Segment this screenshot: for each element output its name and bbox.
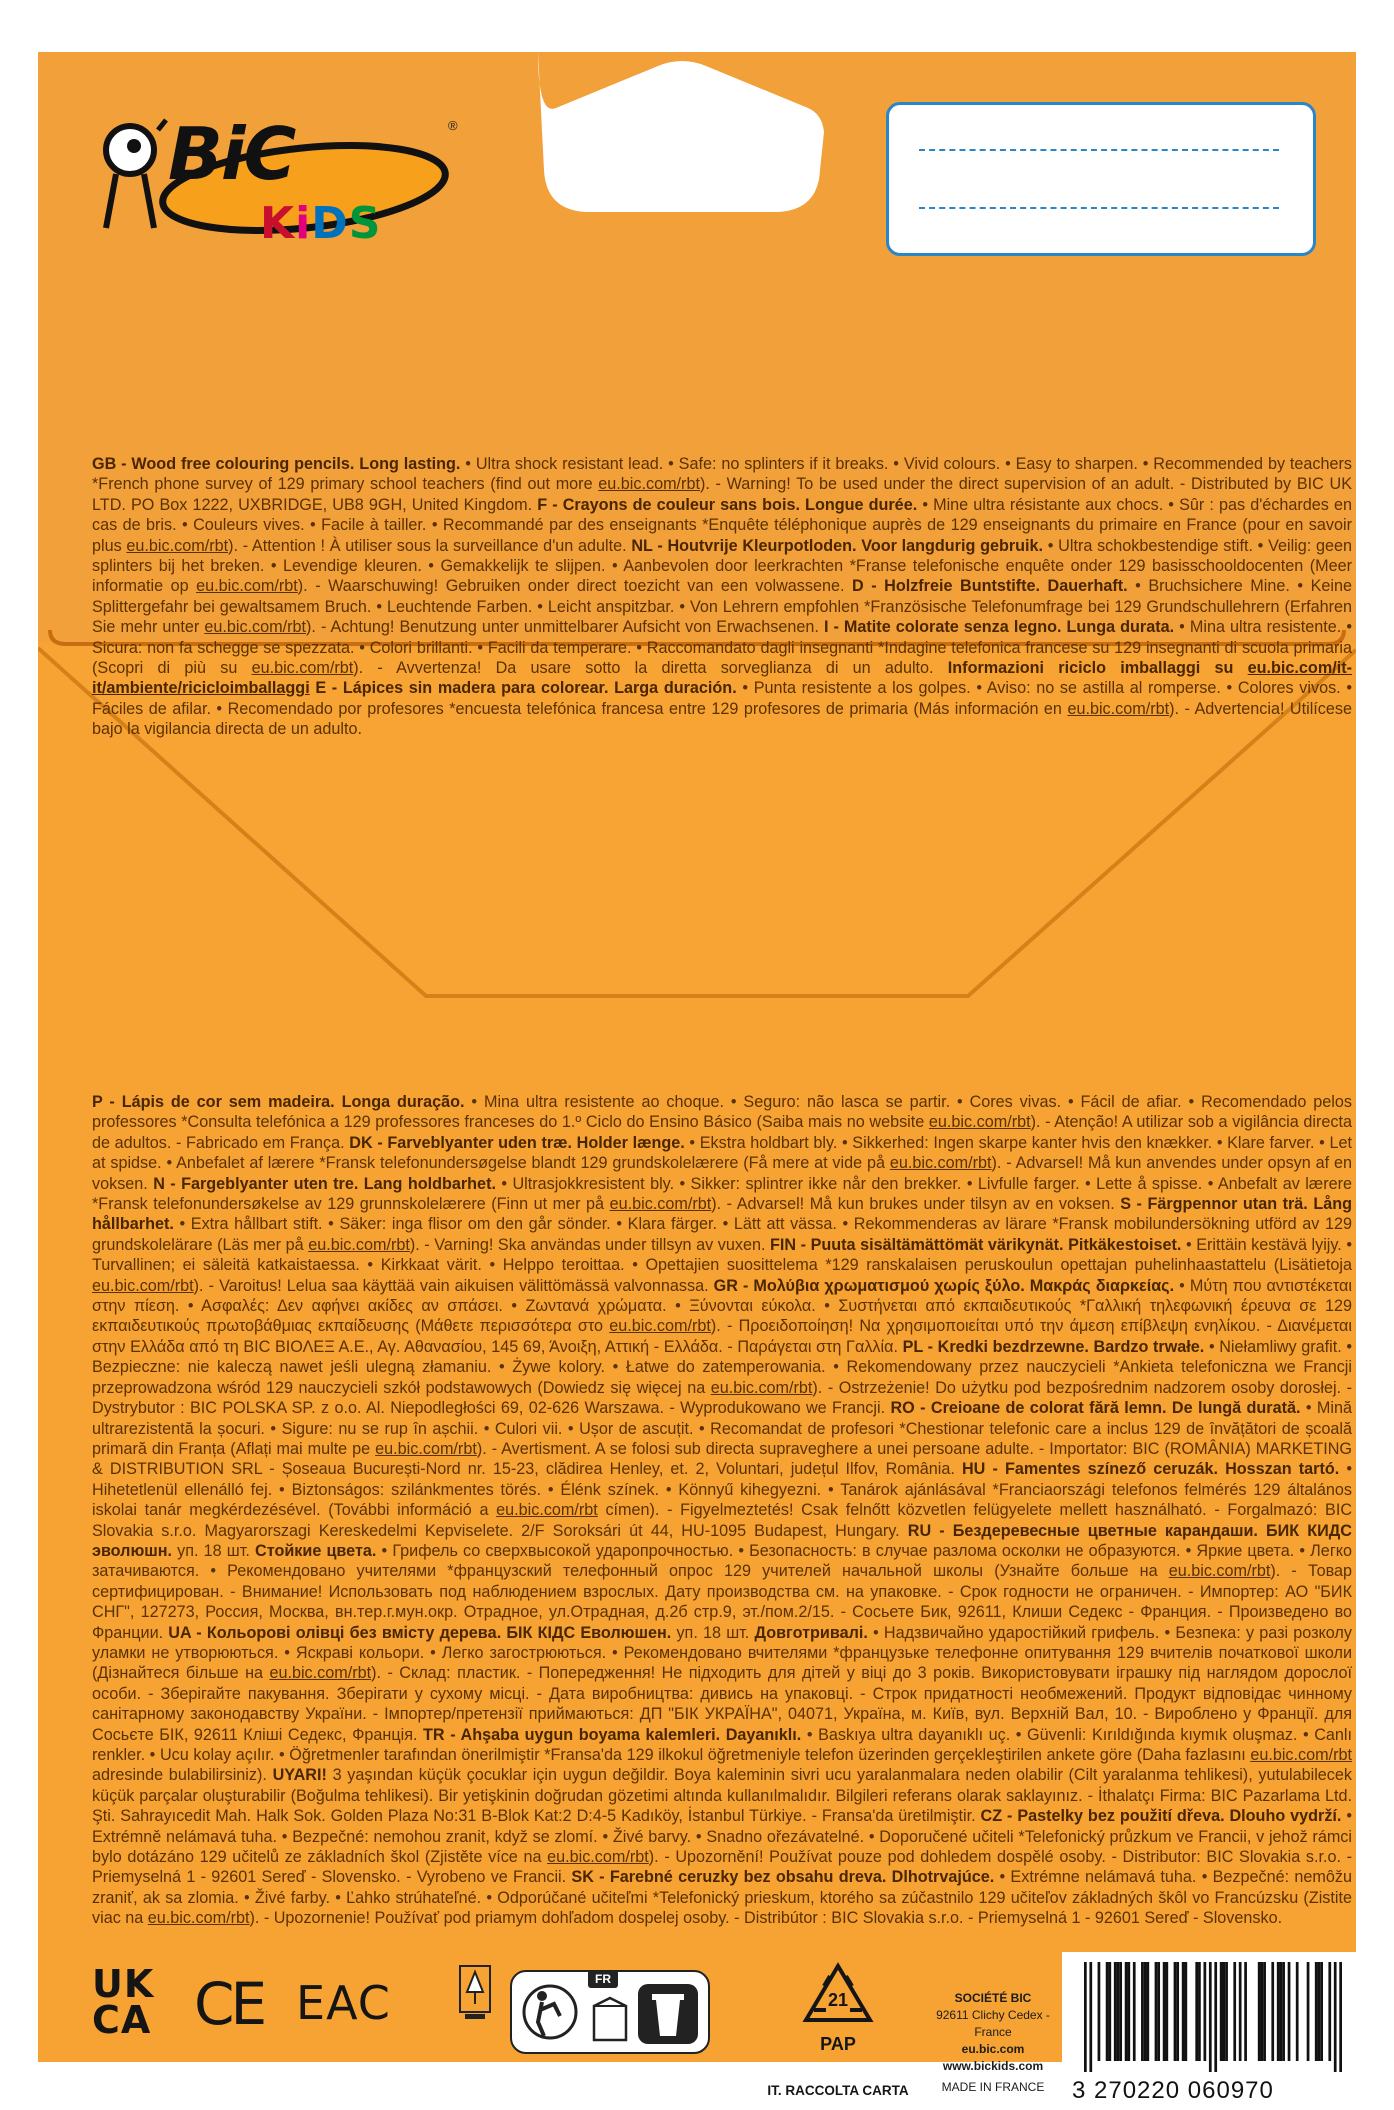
text-segment: • Niełamliwy grafit. • Bezpieczne: nie kaleczą nawet jeśli ulegną złamaniu. • Żywe kolory. • Łatwe do zatemperowania. • Rekomendowany przez nauczycieli *Ankieta telefoniczna we Francji przeprowadzona wśród 129 nauczycieli szkół podstawowych (Dowiedz się więcej na — [92, 1337, 1352, 1397]
text-segment[interactable]: eu.bic.com/rbt — [609, 1195, 712, 1214]
name-line-2 — [919, 207, 1279, 209]
text-segment: ). - Avertisment. A se folosi sub directa supraveghere a unei persoane adulte. - Importator: BIC (ROMÂNIA) MARKETING & DISTRIBUTION SRL - Șoseaua București-Nord nr. 15-23, clădirea Henley, et. 2, Voluntari, județul Ilfov, România. — [92, 1439, 1352, 1479]
barcode-bar — [1263, 1962, 1266, 2061]
text-segment[interactable]: eu.bic.com/rbt — [126, 536, 229, 555]
text-segment: • Erittäin kestävä lyijy. • Turvallinen; ei säleitä katkaistaessa. • Kirkkaat värit. • Helppo teroittaa. • Opettajien suosittelema *129 ranskalaisen peruskoulun opettajan puhelinhaastattelu (Lisätietoja — [92, 1235, 1352, 1275]
text-segment: • Ultra shock resistant lead. • Safe: no splinters if it breaks. • Vivid colours. • Easy to sharpen. • Recommended by teachers *French phone survey of 129 primary school teachers (find out more — [92, 455, 1353, 494]
barcode-number: 3 270220 060970 — [1072, 2077, 1274, 2104]
text-segment: ). - Advertencia! Utilícese bajo la vigilancia directa de un adulto. — [92, 699, 1353, 739]
text-segment: • Mina ultra resistente ao choque. • Seguro: não lasca se partir. • Cores vivas. • Fácil de afiar. • Recomendado pelos professores *Consulta telefónica a 129 professores franceses do 1.º Ciclo do Ensino Básico (Saiba mais no website — [92, 1093, 1352, 1132]
text-segment: ). - Varning! Ska användas under tillsyn av vuxen. — [409, 1235, 771, 1254]
barcode-bar — [1114, 1962, 1117, 2061]
bic-wordmark: BiC — [168, 112, 295, 196]
text-segment[interactable]: eu.bic.com/rbt — [1067, 699, 1170, 718]
text-segment: ). - Avvertenza! Da usare sotto la diretta sorveglianza di un adulto. — [353, 659, 948, 678]
barcode-bar — [1195, 1962, 1198, 2061]
text-segment: ). - Προειδοποίηση! Να χρησιμοποιείται υπό την άμεση επίβλεψη ενηλίκου. - Διανέμεται στην Ελλάδα από τη BIC ΒΙΟΛΕΞ Α.Ε., Αγ. Αθανασίου, 145 69, Άνοιξη, Αττική - Ελλάδα. - Παράγεται στη Γαλλία. — [92, 1317, 1352, 1356]
text-segment: • Bruchsichere Mine. • Keine Splittergefahr bei gewaltsamem Bruch. • Leuchtende Farben. • Leicht anspitzbar. • Von Lehrern empfohlen *Französische Telefonumfrage bei 129 Grundschullehrern (Erfahren Sie mehr unter — [92, 577, 1353, 637]
barcode-bar — [1198, 1962, 1201, 2061]
registered-mark: ® — [448, 118, 458, 133]
barcode-bar — [1117, 1962, 1120, 2061]
text-segment: címen). - Figyelmeztetés! Csak felnőtt közvetlen felügyelete mellett használható. - Forgalmazó: BIC Slovakia s.r.o. Magyarorszagi Kereskedelmi Kepviselete. 2/F Soroksári út 44, HU-1095 Budapest, Hungary. — [92, 1501, 1353, 1540]
barcode-bars — [1084, 1962, 1342, 2072]
triman-region: FR — [588, 1970, 618, 1988]
barcode-bar — [1271, 1962, 1274, 2061]
text-segment: ). - Товар сертифицирован. - Внимание! Использовать под наблюдением взрослых. Дату производства см. на упаковке. - Срок годности не ограничен. - Импортер: АО "БИК СНГ", 127273, Россия, Москва, вн.тер.г.мун.окр. Отрадное, ул.Отрадная, д.2б стр.9, эт./пом.2/15. - Сосьете Бик, 92611, Клиши Седекс - Франция. - Произведено во Франции. — [92, 1562, 1353, 1642]
barcode-bar — [1146, 1962, 1149, 2061]
text-segment: • Extrémne nelámavá tuha. • Bezpečné: nemôžu zraniť, ak sa zlomia. • Živé farby. • Ľahko strúhateľné. • Odporúčané učiteľmi *Telefonický prieskum, ktorého sa zúčastnilo 129 učiteľov základných škôl vo Francúzsku (Zistite viac na — [92, 1868, 1352, 1928]
text-segment: eu.bic.com/it-it/ambiente/ricicloimballaggi — [92, 659, 1352, 698]
text-segment: ). - Atenção! A utilizar sob a vigilância directa de adultos. - Fabricado em França. — [92, 1113, 1352, 1152]
multilingual-text-bottom — [92, 1092, 1352, 1929]
text-segment[interactable]: eu.bic.com/rbt — [710, 1378, 813, 1397]
text-segment: • Extra hållbart stift. • Säker: inga flisor om den går sönder. • Klara färger. • Lätt att vässa. • Rekommenderas av lärare *Fransk mobilundersökning utförd av 129 grundskolelärare (Läs mer på — [92, 1215, 1352, 1254]
barcode-bar — [1280, 1962, 1283, 2061]
text-segment: ). - Advarsel! Må kun anvendes under opsyn af en voksen. — [92, 1154, 1352, 1193]
text-segment: RO - Creioane de colorat fără lemn. De lungă durată. — [890, 1399, 1301, 1418]
barcode-bar — [1119, 1962, 1122, 2061]
barcode-bar — [1233, 1962, 1236, 2061]
barcode-bar — [1089, 1962, 1092, 2072]
barcode-bar — [1223, 1962, 1226, 2061]
ukca-mark — [92, 1962, 155, 2042]
barcode-bar — [1307, 1962, 1310, 2061]
text-segment: TR - Ahşaba uygun boyama kalemleri. Dayanıklı. — [423, 1725, 802, 1744]
barcode-bar — [1184, 1962, 1187, 2061]
barcode-bar — [1176, 1962, 1179, 2061]
text-segment: HU - Famentes színező ceruzák. Hosszan tartó. — [961, 1460, 1340, 1479]
text-segment: ). - Advarsel! Må kun brukes under tilsyn av en voksen. — [711, 1195, 1121, 1214]
kids-letter-s: S — [348, 198, 382, 249]
text-segment: • Ekstra holdbart bly. • Sikkerhed: Ingen skarpe kanter hvis den knækker. • Klare farver. • Let at spidse. • Anbefalet af lærere *Fransk telefonundersøgelse blandt 129 grundskolelærere (Få mere at vide på — [92, 1133, 1352, 1173]
text-segment[interactable]: eu.bic.com/rbt — [1250, 1746, 1352, 1764]
text-segment[interactable]: eu.bic.com/rbt — [496, 1501, 598, 1520]
barcode-bar — [1296, 1962, 1299, 2061]
text-segment: I - Matite colorate senza legno. Lunga durata. — [823, 618, 1175, 637]
text-segment: ). - Склад: пластик. - Попередження! Не підходить для дітей у віці до 3 років. Використовувати іграшку під наглядом дорослої особи. - Зберігайте пакування. Зберігати у сухому місці. - Дата виробництва: дивись на упаковці. - Строк придатності необмежений. Продукт відповідає чинному санітарному законодавству України. - Імпортер/претензії приймаються: ДП "БІК УКРАЇНА", 04071, Україна, м. Київ, вул. Верхній Вал, 10. - Вироблено у Франції. для Сосьєте БІК, 92611 Кліші Седекс, Франція. — [92, 1664, 1352, 1744]
text-segment[interactable]: eu.bic.com/rbt — [196, 577, 298, 596]
barcode-bar — [1214, 1962, 1217, 2072]
text-segment: • Hihetetlenül ellenálló fej. • Biztonságos: szilánkmentes törés. • Élénk színek. • Könnyű kihegyezni. • Tanárok ajánlásával *Franciaországi telefonos felmérés 129 általános iskolai tanár megkérdezésével. (További információ a — [92, 1460, 1353, 1520]
ukca-bottom: CA — [92, 1998, 152, 2042]
paper-bin-icon — [636, 1982, 700, 2046]
text-segment: • Baskıya ultra dayanıklı uç. • Güvenli: Kırıldığında kıymık oluşmaz. • Canlı renkler. • Ucu kolay açılır. • Öğretmenler tarafından önerilmiştir *Fransa'da 129 ilkokul öğretmeniyle telefon üzerinden gerçekleştirilen ankete göre (Daha fazlasını — [92, 1725, 1352, 1764]
text-segment: Informazioni riciclo imballaggi su — [947, 659, 1248, 678]
ce-mark: CE — [194, 1970, 264, 2038]
text-segment: • Mine ultra résistante aux chocs. • Sûr : pas d'échardes en cas de bris. • Couleurs vives. • Facile à tailler. • Recommandé par des enseignants *Enquête téléphonique auprès de 129 enseignants du primaire en France (pour en savoir plus — [92, 495, 1353, 555]
text-segment: уп. 18 шт. — [172, 1541, 256, 1560]
tree-symbol-icon — [458, 1964, 492, 2020]
text-segment: ). - Attention ! À utiliser sous la surveillance d'un adulte. — [228, 536, 632, 555]
raccolta-label: IT. RACCOLTA CARTA — [767, 2083, 909, 2098]
text-segment: GB - Wood free colouring pencils. Long lasting. — [92, 455, 461, 473]
text-segment[interactable]: eu.bic.com/rbt — [308, 1235, 410, 1254]
barcode-bar — [1163, 1962, 1166, 2061]
text-segment: NL - Houtvrije Kleurpotloden. Voor langdurig gebruik. — [631, 536, 1044, 555]
text-segment: ). - Ostrzeżenie! Do użytku pod bezpośrednim nadzorem osoby dorosłej. - Dystrybutor : BIC POLSKA SP. z o.o. Al. Niepodległości 69, 02-626 Warszawa. - Wyprodukowano we Francji. — [92, 1378, 1352, 1418]
text-segment: FIN - Puuta sisältämättömät värikynät. Pitkäkestoiset. — [770, 1235, 1182, 1254]
text-segment: • Грифель со сверхвысокой ударопрочностью. • Безопасность: в случае разлома осколки не образуются. • Яркие цвета. • Легко затачиваются. • Рекомендовано учителями *французский телефонный опрос 129 учителей начальной школы (Узнайте больше на — [92, 1541, 1352, 1581]
barcode-bar — [1209, 1962, 1212, 2072]
text-segment: ). - Upozornenie! Používať pod priamym dohľadom dospelej osoby. - Distribútor : BIC Slovakia s.r.o. - Priemyselná 1 - 92601 Sereď - Slovensko. — [249, 1909, 1283, 1928]
barcode-bar — [1157, 1962, 1160, 2061]
kids-letter-d: D — [311, 198, 349, 249]
barcode-bar — [1144, 1962, 1147, 2061]
barcode — [1062, 1952, 1362, 2110]
barcode-bar — [1133, 1962, 1136, 2061]
text-segment[interactable]: eu.bic.com/rbt — [609, 1317, 711, 1336]
text-segment[interactable]: eu.bic.com/rbt — [147, 1909, 250, 1928]
barcode-bar — [1174, 1962, 1177, 2061]
text-segment[interactable]: eu.bic.com/rbt — [204, 618, 307, 637]
text-segment: Стойкие цвета. — [255, 1541, 377, 1560]
barcode-bar — [1328, 1962, 1331, 2061]
text-segment: ). - Achtung! Benutzung unter unmittelbarer Aufsicht von Erwachsenen. — [306, 618, 824, 637]
text-segment: F - Crayons de couleur sans bois. Longue durée. — [537, 495, 918, 514]
company-info — [918, 1990, 1068, 2096]
company-site1: eu.bic.com — [961, 2042, 1025, 2056]
text-segment: • Надзвичайно ударостійкий грифель. • Безпека: у разі розколу уламки не утворюються. • Яскраві кольори. • Легко загострюються. • Рекомендовано вчителями *французьке телефонне опитування 129 вчителів початкової школи (Дізнайтеся більше на — [92, 1623, 1352, 1683]
barcode-bar — [1165, 1962, 1168, 2061]
barcode-bar — [1320, 1962, 1323, 2061]
name-line-1 — [919, 149, 1279, 151]
eac-mark: EAC — [296, 1976, 391, 2030]
text-segment: CZ - Pastelky bez použití dřeva. Dlouho vydrží. — [980, 1807, 1342, 1826]
barcode-bar — [1220, 1962, 1223, 2061]
barcode-bar — [1155, 1962, 1158, 2061]
barcode-bar — [1315, 1962, 1318, 2061]
text-segment[interactable]: eu.bic.com/rbt — [928, 1113, 1031, 1132]
text-segment: N - Fargeblyanter uten tre. Lang holdbarhet. — [153, 1174, 496, 1193]
barcode-bar — [1182, 1962, 1185, 2061]
barcode-bar — [1106, 1962, 1109, 2061]
text-segment: • Mina ultra resistente. • Sicura: non fa schegge se spezzata. • Colori brillanti. • Facili da temperare. • Raccomandato dagli insegnanti *Indagine telefonica francese su 129 insegnanti di scuola primaria (Scopri di più su — [92, 618, 1352, 678]
text-segment: PL - Kredki bezdrzewne. Bardzo trwałe. — [902, 1337, 1205, 1356]
text-segment: S - Färgpennor utan trä. Lång hållbarhet. — [92, 1195, 1352, 1234]
recycle-code: PAP — [820, 2034, 856, 2054]
barcode-bar — [1127, 1962, 1130, 2061]
kids-letter-k: K — [260, 198, 296, 249]
barcode-bar — [1334, 1962, 1337, 2072]
kids-wordmark — [260, 198, 381, 249]
text-segment[interactable]: eu.bic.com/rbt — [269, 1664, 372, 1683]
text-segment: • Mină ultrarezistentă la șocuri. • Sigure: nu se rup în așchii. • Culori vii. • Ușor de ascuțit. • Recomandat de profesori *Chestionar telefonic care a inclus 129 de învățători de școală primară din Franța (Aflați mai multe pe — [92, 1399, 1352, 1458]
name-label-box[interactable] — [886, 102, 1316, 256]
triman-box — [510, 1970, 710, 2054]
barcode-bar — [1084, 1962, 1087, 2072]
barcode-bar — [1203, 1962, 1206, 2061]
text-segment: • Extrémně nelámavá tuha. • Bezpečné: nemohou zranit, když se zlomí. • Živé barvy. • Snadno ořezávatelné. • Doporučené učiteli *Telefonický průzkum ve Francii, v jehož rámci bylo dotázáno 129 učitelů ze základních škol (Zjistěte více na — [92, 1807, 1352, 1867]
text-segment: ). - Warning! To be used under the direct supervision of an adult. - Distributed by BIC UK LTD. PO Box 1222, UXBRIDGE, UB8 9GH, United Kingdom. — [92, 475, 1352, 514]
barcode-bar — [1318, 1962, 1321, 2061]
barcode-bar — [1098, 1962, 1101, 2061]
kids-letter-i: i — [295, 198, 312, 249]
text-segment: ). - Varoitus! Lelua saa käyttää vain aikuisen välittömässä valvonnassa. — [193, 1276, 714, 1295]
text-segment: GR - Μολύβια χρωματισμού χωρίς ξύλο. Μακράς διαρκείας. — [713, 1276, 1175, 1295]
package-back — [38, 52, 1356, 2104]
text-segment: E - Lápices sin madera para colorear. Larga duración. — [309, 679, 737, 698]
barcode-bar — [1339, 1962, 1342, 2072]
multilingual-text-top — [92, 454, 1352, 740]
text-segment: DK - Farveblyanter uden træ. Holder længe. — [349, 1133, 685, 1152]
made-in: MADE IN FRANCE — [941, 2080, 1045, 2094]
paper-box-icon — [590, 1994, 630, 2044]
barcode-bar — [1258, 1962, 1261, 2061]
ukca-top: UK — [92, 1962, 155, 2006]
text-segment: 3 yaşından küçük çocuklar için uygun değildir. Boya kaleminin sivri ucu yaralanmalara neden olabilir (Cilt yaralanma tehlikesi), yutulabilecek küçük parçalar oluşturabilir (Boğulma tehlikesi). Bir yetişkinin doğrudan gözetimi altında kullanılmalıdır. Bilgileri referans olarak saklayınız. - İthalatçı Firma: BIC Pazarlama Ltd. Şti. Sahrayıcedit Mah. Halk Sok. Golden Plaza No:31 B-Blok Kat:2 D:4-5 Kadıköy, İstanbul Türkiye. - Fransa'da üretilmiştir. — [92, 1766, 1352, 1826]
barcode-bar — [1225, 1962, 1228, 2061]
text-segment: UYARI! — [272, 1766, 327, 1785]
triman-icon — [520, 1980, 580, 2044]
text-segment: RU - Бездеревесные цветные карандаши. БИК КИДС эволюшн. — [92, 1521, 1352, 1560]
text-segment: • Punta resistente a los golpes. • Aviso: no se astilla al romperse. • Colores vivos. • Fáciles de afilar. • Recomendado por profesores *encuesta telefónica francesa entre 129 profesores de primaria (Más información en — [92, 679, 1352, 718]
barcode-bar — [1239, 1962, 1242, 2061]
text-segment: adresinde bulabilirsiniz). — [92, 1766, 273, 1785]
barcode-bar — [1141, 1962, 1144, 2061]
company-name: SOCIÉTÉ BIC — [954, 1991, 1032, 2005]
text-segment: Довготривалі. — [754, 1623, 868, 1642]
text-segment: D - Holzfreie Buntstifte. Dauerhaft. — [852, 577, 1128, 596]
barcode-bar — [1261, 1962, 1264, 2061]
barcode-bar — [1108, 1962, 1111, 2061]
text-segment[interactable]: eu.bic.com/rbt — [889, 1154, 992, 1173]
text-segment: • Ultrasjokkresistent bly. • Sikker: splintrer ikke når den brekker. • Livfulle farger. • Lette å spisse. • Anbefalt av lærere *Fransk telefonundersøkelse av 129 grunnskolelærere (Finn ut mer på — [92, 1174, 1352, 1214]
text-segment: уп. 18 шт. — [671, 1623, 755, 1642]
text-segment[interactable]: eu.bic.com/rbt — [547, 1848, 649, 1867]
text-segment: • Μύτη που αντιστέκεται στην πίεση. • Ασφαλές: Δεν αφήνει ακίδες αν σπάσει. • Ζωντανά χρώματα. • Ξύνονται εύκολα. • Συστήνεται από εκπαιδευτικούς *Γαλλική τηλεφωνική έρευνα σε 129 εκπαιδευτικούς πρωτοβάθμιας εκπαίδευσης (Μάθετε περισσότερα στο — [92, 1276, 1352, 1336]
text-segment[interactable]: eu.bic.com/rbt — [251, 659, 354, 678]
text-segment[interactable]: eu.bic.com/rbt — [598, 475, 700, 494]
barcode-bar — [1288, 1962, 1291, 2061]
text-segment: P - Lápis de cor sem madeira. Longa duração. — [92, 1093, 465, 1111]
barcode-bar — [1277, 1962, 1280, 2061]
text-segment[interactable]: eu.bic.com/rbt — [1168, 1562, 1271, 1581]
text-segment: ). - Waarschuwing! Gebruiken onder direct toezicht van een volwassene. — [297, 577, 852, 596]
text-segment[interactable]: eu.bic.com/rbt — [92, 1276, 194, 1295]
barcode-bar — [1125, 1962, 1128, 2061]
company-address: 92611 Clichy Cedex - France — [936, 2008, 1050, 2039]
text-segment: UA - Кольорові олівці без вмісту деревa. БІК КІДС Еволюшен. — [168, 1623, 672, 1642]
company-site2: www.bickids.com — [942, 2059, 1044, 2073]
text-segment: SK - Farebné ceruzky bez obsahu dreva. Dlhotrvajúce. — [571, 1868, 995, 1887]
barcode-bar — [1244, 1962, 1247, 2061]
recycle-number: 21 — [827, 1990, 849, 2010]
text-segment: • Ultra schokbestendige stift. • Veilig: geen splinters bij het breken. • Levendige kleuren. • Gemakkelijk te slijpen. • Aanbevolen door leerkrachten *Franse telefonische enquête onder 129 basisschooldocenten (Meer informatie op — [92, 536, 1352, 596]
barcode-bar — [1282, 1962, 1285, 2061]
text-segment: ). - Upozornění! Používat pouze pod dohledem dospělé osoby. - Distributor: BIC Slovakia s.r.o. - Priemyselná 1 - 92601 Sereď - Slovensko. - Vyrobeno ve Francii. — [92, 1848, 1352, 1887]
text-segment[interactable]: eu.bic.com/rbt — [375, 1439, 477, 1458]
